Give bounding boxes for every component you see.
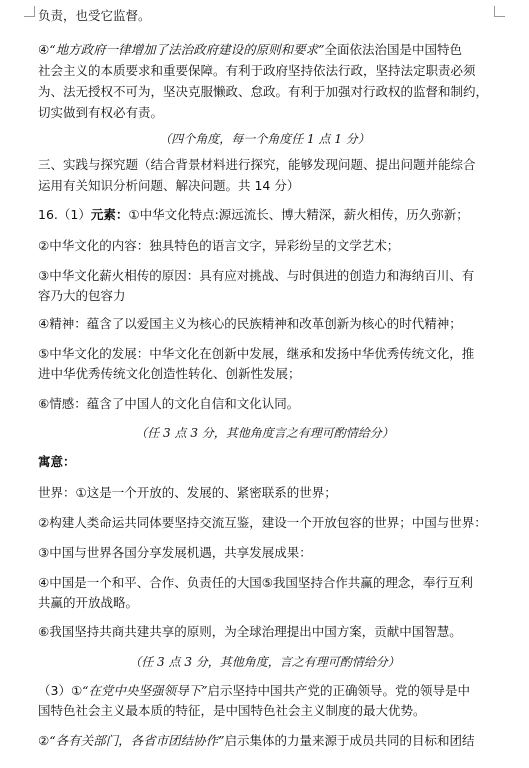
text-line: 世界：①这是一个开放的、发展的、紧密联系的世界； [38,485,337,500]
text-line: ⑥我国坚持共商共建共享的原则，为全球治理提出中国方案，贡献中国智慧。 [38,624,462,639]
quote-text: “地方政府一律增加了法治政府建设的原则和要求” [49,42,325,57]
scoring-note: （任 3 点 3 分，其他角度，言之有理可酌情给分） [129,655,400,669]
question-line [38,733,498,749]
text-line: ②中华文化的内容：独具特色的语言文字，异彩纷呈的文学艺术； [38,238,400,253]
text-line: ④精神：蕴含了以爱国主义为核心的民族精神和改革创新为核心的时代精神； [38,316,462,331]
scoring-note: （四个角度，每一个角度任 1 点 1 分） [159,132,370,146]
page-corner-mark [24,6,35,17]
text-line [38,42,498,58]
text-line: ④中国是一个和平、合作、负责任的大国⑤我国坚持合作共赢的理念，奉行互利 [38,575,473,590]
question-line [38,683,498,699]
text-line: 进中华优秀传统文化创造性转化、创新性发展； [38,366,301,381]
text-span: 启示坚持中国共产党的正确领导。党的领导是中 [207,683,470,698]
text-span: ①中华文化特点:源远流长、博大精深，薪火相传，历久弥新； [128,207,469,222]
text-line: ②构建人类命运共同体要坚持交流互鉴，建设一个开放包容的世界；中国与世界： [38,515,487,530]
text-line: 共赢的开放战略。 [38,595,139,610]
quote-text: “各有关部门，各省市团结协作” [49,733,225,748]
text-line: 容乃大的包容力 [38,288,126,303]
text-line: ⑤中华文化的发展：中华文化在创新中发展，继承和发扬中华优秀传统文化，推 [38,346,475,361]
text-line: 为、法无授权不可为，坚决克服懒政、怠政。有利于加强对行政权的监督和制约， [38,84,489,99]
question-line [38,207,498,223]
text-line: 负责，也受它监督。 [38,8,151,23]
question-number: 16.（1） [38,207,91,222]
text-line: 切实做到有权必有责。 [38,105,164,120]
scoring-note: （任 3 点 3 分，其他角度言之有理可酌情给分） [135,426,394,440]
text-line: ③中华文化薪火相传的原因：具有应对挑战、与时俱进的创造力和海纳百川、有 [38,268,475,283]
text-line: 国特色社会主义最本质的特征，是中国特色社会主义制度的最大优势。 [38,703,426,718]
section-heading: 运用有关知识分析问题、解决问题。共 14 分） [38,178,300,193]
item-number: ② [38,733,50,748]
section-heading: 三、实践与探究题（结合背景材料进行探究，能够发现问题、提出问题并能综合 [38,157,476,172]
text-span: 全面依法治国是中国特色 [324,42,463,57]
text-line: 社会主义的本质要求和重要保障。有利于政府坚持依法行政，坚持法定职责必须 [38,63,476,78]
text-span: 启示集体的力量来源于成员共同的目标和团结 [224,733,475,748]
quote-text: “在党中央坚强领导下” [82,683,208,698]
text-line: ⑥情感：蕴含了中国人的文化自信和文化认同。 [38,396,300,411]
text-line: ③中国与世界各国分享发展机遇，共享发展成果： [38,545,312,560]
item-number: ④ [38,42,50,57]
subheading-label: 寓意： [38,454,76,469]
subheading-label: 元素： [90,207,129,222]
item-number: （3）① [38,683,83,698]
